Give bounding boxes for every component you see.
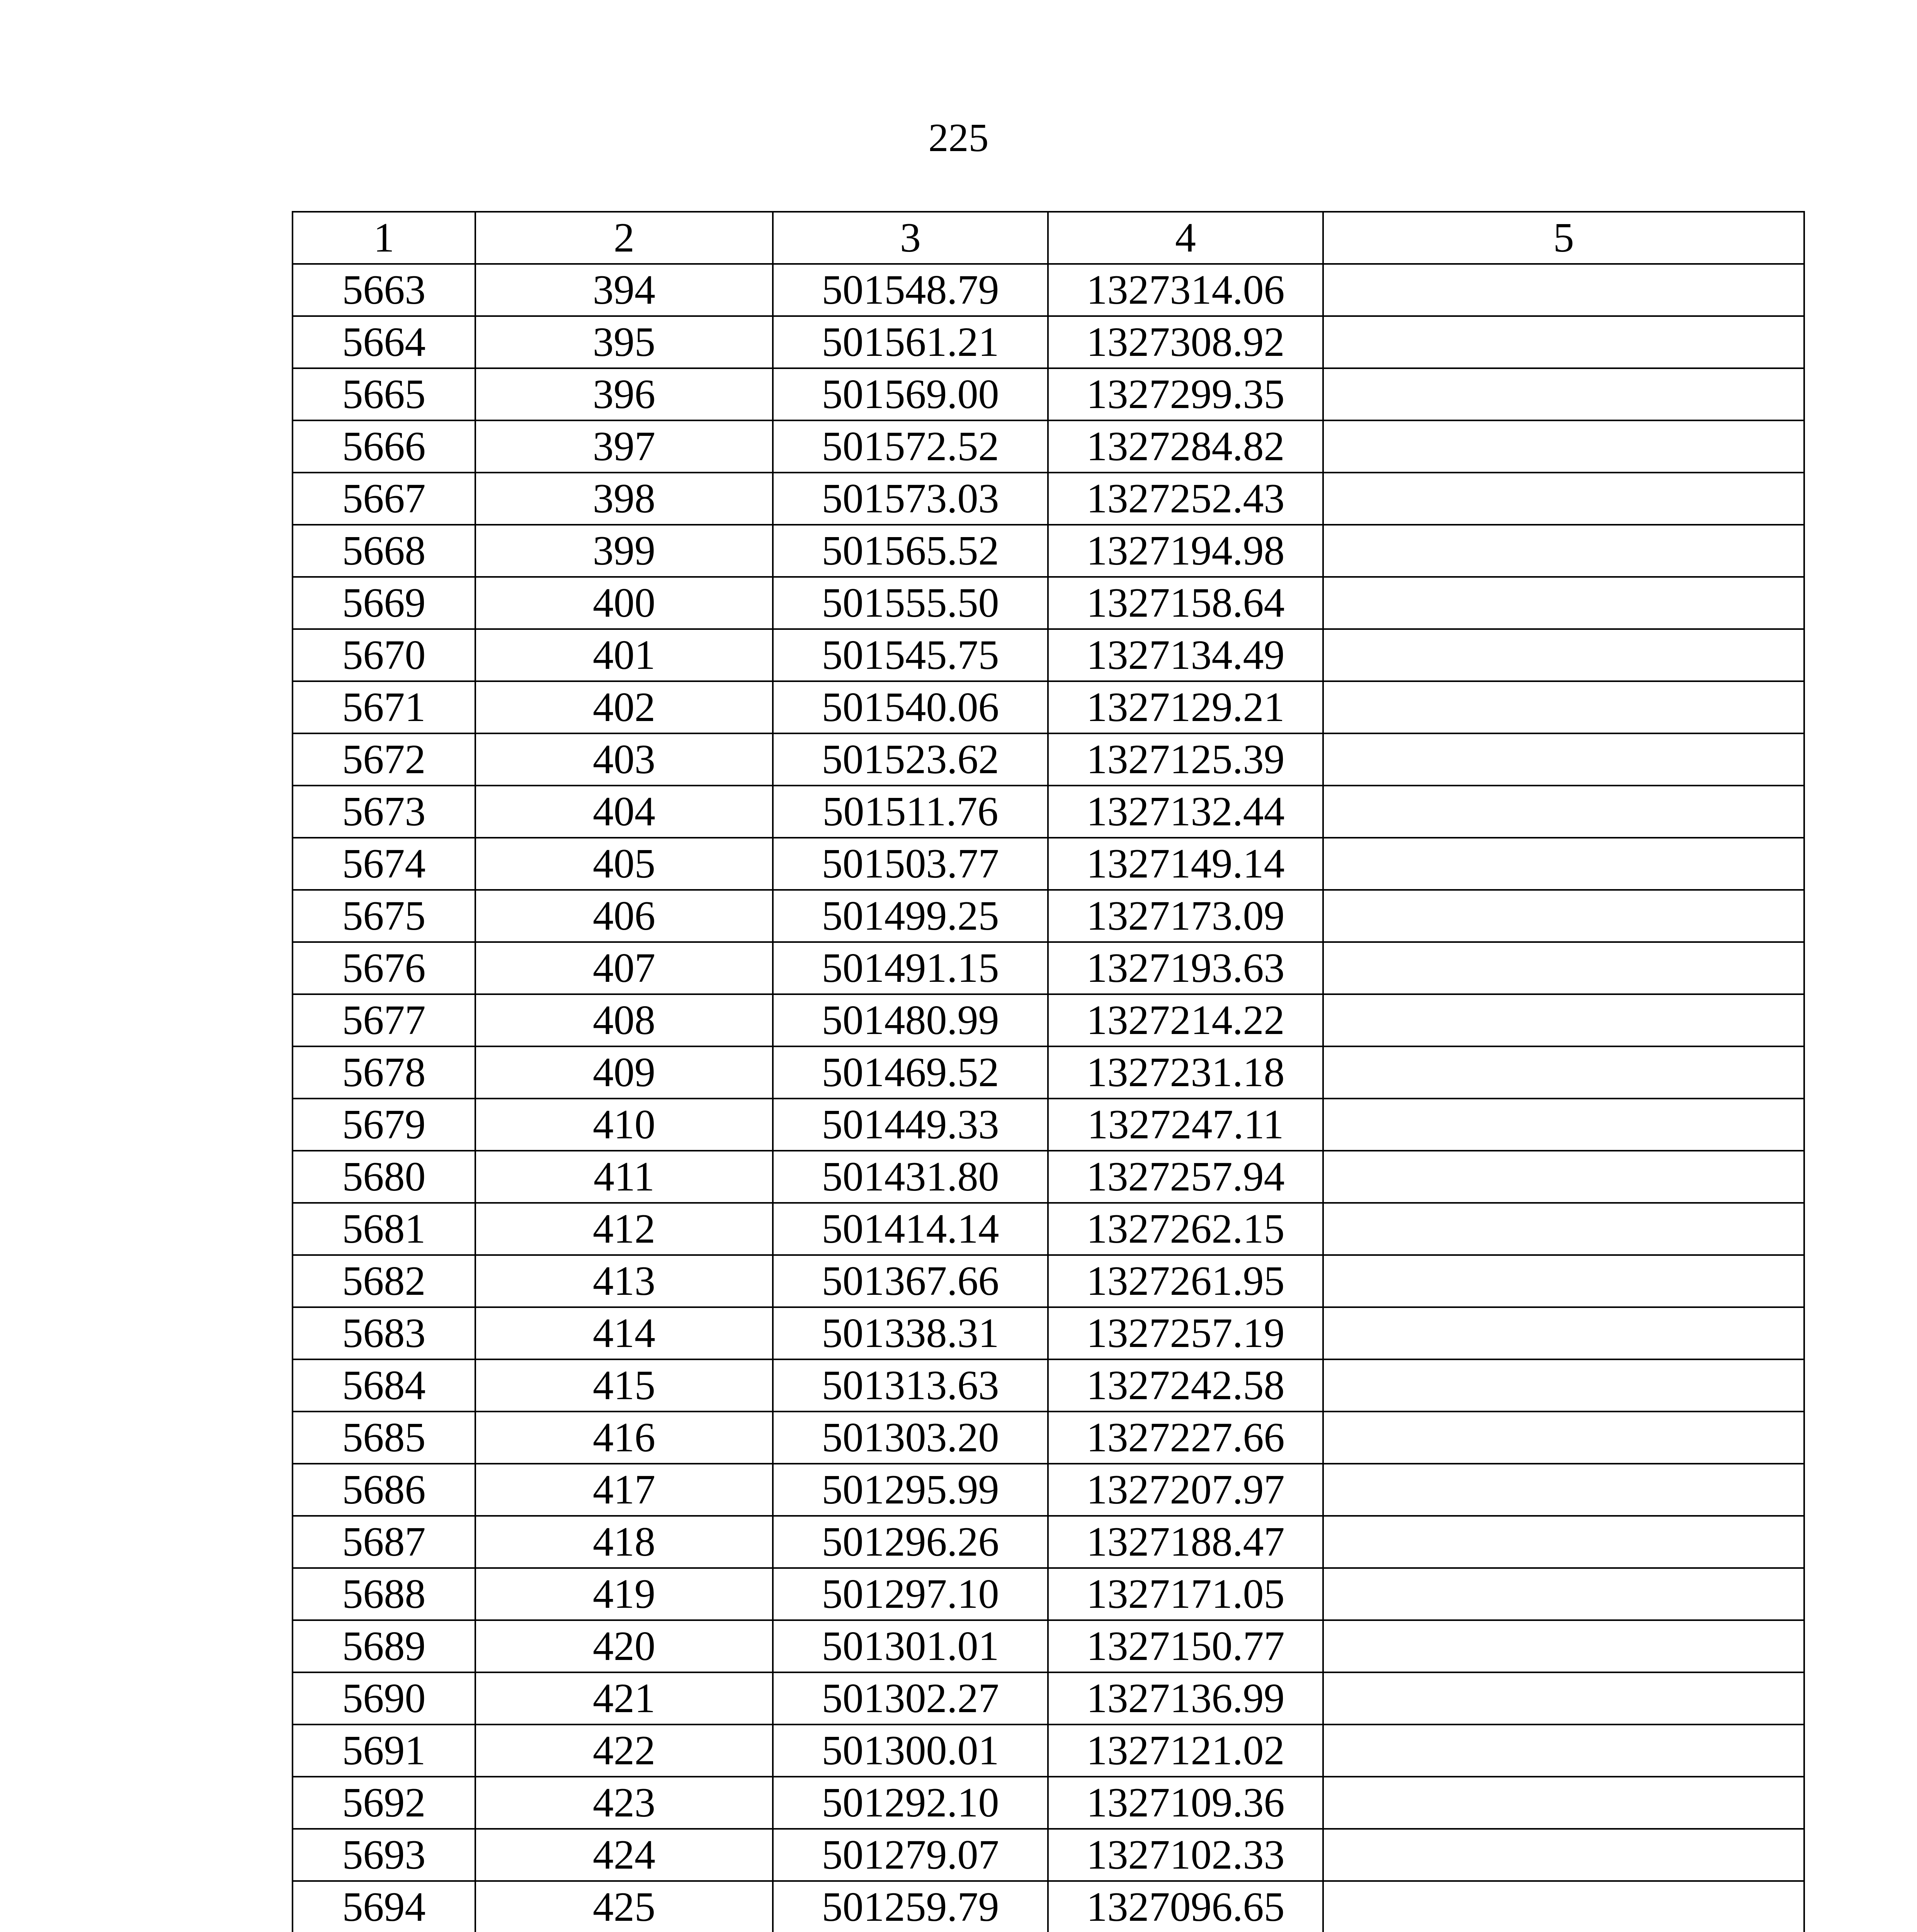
- table-cell-col-2: 415: [475, 1359, 773, 1412]
- table-cell-col-5: [1323, 368, 1804, 420]
- column-header-2: 2: [475, 212, 773, 264]
- table-cell-col-1: 5693: [293, 1829, 475, 1881]
- table-cell-col-5: [1323, 994, 1804, 1046]
- table-cell-col-2: 412: [475, 1203, 773, 1255]
- table-row: [293, 629, 1804, 681]
- table-cell-col-4: 1327121.02: [1048, 1725, 1323, 1777]
- table-cell-col-2: 424: [475, 1829, 773, 1881]
- table-cell-col-2: 425: [475, 1881, 773, 1932]
- table-cell-col-3: 501431.80: [773, 1151, 1048, 1203]
- table-cell-col-1: 5673: [293, 786, 475, 838]
- table-cell-col-4: 1327149.14: [1048, 838, 1323, 890]
- table-cell-col-1: 5676: [293, 942, 475, 994]
- table-cell-col-2: 422: [475, 1725, 773, 1777]
- table-cell-col-1: 5685: [293, 1412, 475, 1464]
- table-row: [293, 1046, 1804, 1099]
- table-cell-col-3: 501480.99: [773, 994, 1048, 1046]
- table-cell-col-1: 5684: [293, 1359, 475, 1412]
- table-cell-col-3: 501449.33: [773, 1099, 1048, 1151]
- table-row: [293, 1672, 1804, 1725]
- table-cell-col-2: 405: [475, 838, 773, 890]
- table-row: [293, 942, 1804, 994]
- table-row: [293, 577, 1804, 629]
- table-cell-col-2: 396: [475, 368, 773, 420]
- table-row: [293, 525, 1804, 577]
- table-cell-col-4: 1327132.44: [1048, 786, 1323, 838]
- table-cell-col-1: 5678: [293, 1046, 475, 1099]
- table-cell-col-3: 501572.52: [773, 420, 1048, 473]
- table-cell-col-1: 5665: [293, 368, 475, 420]
- table-cell-col-4: 1327257.94: [1048, 1151, 1323, 1203]
- table-cell-col-2: 406: [475, 890, 773, 942]
- table-cell-col-1: 5687: [293, 1516, 475, 1568]
- table-cell-col-5: [1323, 1516, 1804, 1568]
- table-cell-col-3: 501338.31: [773, 1307, 1048, 1359]
- table-cell-col-1: 5690: [293, 1672, 475, 1725]
- table-row: [293, 1829, 1804, 1881]
- table-cell-col-2: 403: [475, 733, 773, 786]
- table-cell-col-5: [1323, 942, 1804, 994]
- table-cell-col-1: 5692: [293, 1777, 475, 1829]
- table-cell-col-1: 5668: [293, 525, 475, 577]
- table-row: [293, 368, 1804, 420]
- table-cell-col-5: [1323, 420, 1804, 473]
- table-row: [293, 838, 1804, 890]
- table-cell-col-3: 501279.07: [773, 1829, 1048, 1881]
- table-cell-col-4: 1327150.77: [1048, 1620, 1323, 1672]
- table-row: [293, 1568, 1804, 1620]
- table-cell-col-4: 1327125.39: [1048, 733, 1323, 786]
- column-header-3: 3: [773, 212, 1048, 264]
- table-cell-col-4: 1327299.35: [1048, 368, 1323, 420]
- table-cell-col-3: 501555.50: [773, 577, 1048, 629]
- table-cell-col-3: 501297.10: [773, 1568, 1048, 1620]
- table-cell-col-2: 421: [475, 1672, 773, 1725]
- table-cell-col-3: 501414.14: [773, 1203, 1048, 1255]
- table-cell-col-5: [1323, 1412, 1804, 1464]
- column-header-4: 4: [1048, 212, 1323, 264]
- table-cell-col-5: [1323, 1046, 1804, 1099]
- table-cell-col-5: [1323, 681, 1804, 733]
- table-cell-col-4: 1327257.19: [1048, 1307, 1323, 1359]
- table-cell-col-5: [1323, 786, 1804, 838]
- table-cell-col-5: [1323, 838, 1804, 890]
- table-cell-col-4: 1327261.95: [1048, 1255, 1323, 1307]
- table-cell-col-1: 5663: [293, 264, 475, 316]
- table-cell-col-2: 395: [475, 316, 773, 368]
- table-row: [293, 1359, 1804, 1412]
- table-cell-col-1: 5680: [293, 1151, 475, 1203]
- table-cell-col-2: 419: [475, 1568, 773, 1620]
- table-row: [293, 1412, 1804, 1464]
- table-row: [293, 264, 1804, 316]
- table-cell-col-5: [1323, 629, 1804, 681]
- table-cell-col-1: 5691: [293, 1725, 475, 1777]
- table-cell-col-4: 1327314.06: [1048, 264, 1323, 316]
- table-cell-col-5: [1323, 1672, 1804, 1725]
- table-cell-col-3: 501300.01: [773, 1725, 1048, 1777]
- table-cell-col-3: 501313.63: [773, 1359, 1048, 1412]
- table-cell-col-4: 1327252.43: [1048, 473, 1323, 525]
- table-cell-col-2: 418: [475, 1516, 773, 1568]
- table-row: [293, 994, 1804, 1046]
- table-cell-col-4: 1327214.22: [1048, 994, 1323, 1046]
- table-row: [293, 316, 1804, 368]
- table-row: [293, 1620, 1804, 1672]
- table-cell-col-5: [1323, 1151, 1804, 1203]
- table-cell-col-5: [1323, 473, 1804, 525]
- table-cell-col-1: 5681: [293, 1203, 475, 1255]
- table-cell-col-3: 501301.01: [773, 1620, 1048, 1672]
- table-cell-col-4: 1327227.66: [1048, 1412, 1323, 1464]
- table-row: [293, 1099, 1804, 1151]
- table-cell-col-2: 394: [475, 264, 773, 316]
- table-cell-col-1: 5688: [293, 1568, 475, 1620]
- table-cell-col-4: 1327247.11: [1048, 1099, 1323, 1151]
- table-row: [293, 1307, 1804, 1359]
- table-cell-col-2: 407: [475, 942, 773, 994]
- table-row: [293, 1151, 1804, 1203]
- table-cell-col-4: 1327194.98: [1048, 525, 1323, 577]
- table-cell-col-2: 400: [475, 577, 773, 629]
- table-cell-col-5: [1323, 1777, 1804, 1829]
- table-cell-col-4: 1327096.65: [1048, 1881, 1323, 1932]
- table-cell-col-2: 399: [475, 525, 773, 577]
- table-cell-col-5: [1323, 1620, 1804, 1672]
- table-cell-col-5: [1323, 1307, 1804, 1359]
- table-cell-col-3: 501511.76: [773, 786, 1048, 838]
- table-cell-col-5: [1323, 1255, 1804, 1307]
- table-row: [293, 420, 1804, 473]
- table-cell-col-1: 5671: [293, 681, 475, 733]
- table-cell-col-5: [1323, 1829, 1804, 1881]
- table-cell-col-5: [1323, 1359, 1804, 1412]
- table-cell-col-3: 501292.10: [773, 1777, 1048, 1829]
- table-cell-col-3: 501303.20: [773, 1412, 1048, 1464]
- table-row: [293, 1464, 1804, 1516]
- table-cell-col-2: 409: [475, 1046, 773, 1099]
- table-cell-col-1: 5683: [293, 1307, 475, 1359]
- table-cell-col-2: 402: [475, 681, 773, 733]
- table-cell-col-2: 416: [475, 1412, 773, 1464]
- table-cell-col-3: 501295.99: [773, 1464, 1048, 1516]
- table-cell-col-4: 1327171.05: [1048, 1568, 1323, 1620]
- table-cell-col-2: 410: [475, 1099, 773, 1151]
- table-cell-col-1: 5669: [293, 577, 475, 629]
- column-header-1: 1: [293, 212, 475, 264]
- table-cell-col-1: 5667: [293, 473, 475, 525]
- table-cell-col-5: [1323, 316, 1804, 368]
- table-body: [293, 212, 1804, 1932]
- table-cell-col-5: [1323, 1099, 1804, 1151]
- column-header-5: 5: [1323, 212, 1804, 264]
- table-cell-col-5: [1323, 1203, 1804, 1255]
- table-row: [293, 1516, 1804, 1568]
- table-cell-col-4: 1327284.82: [1048, 420, 1323, 473]
- table-cell-col-1: 5670: [293, 629, 475, 681]
- table-cell-col-4: 1327158.64: [1048, 577, 1323, 629]
- table-cell-col-4: 1327242.58: [1048, 1359, 1323, 1412]
- table-cell-col-2: 397: [475, 420, 773, 473]
- table-row: [293, 1255, 1804, 1307]
- table-cell-col-1: 5682: [293, 1255, 475, 1307]
- table-row: [293, 1203, 1804, 1255]
- table-cell-col-3: 501540.06: [773, 681, 1048, 733]
- table-cell-col-3: 501259.79: [773, 1881, 1048, 1932]
- table-cell-col-5: [1323, 1881, 1804, 1932]
- table-cell-col-3: 501503.77: [773, 838, 1048, 890]
- table-cell-col-5: [1323, 264, 1804, 316]
- table-cell-col-4: 1327134.49: [1048, 629, 1323, 681]
- table-cell-col-1: 5672: [293, 733, 475, 786]
- table-cell-col-3: 501367.66: [773, 1255, 1048, 1307]
- table-row: [293, 786, 1804, 838]
- table-cell-col-4: 1327231.18: [1048, 1046, 1323, 1099]
- table-row: [293, 890, 1804, 942]
- table-cell-col-2: 417: [475, 1464, 773, 1516]
- table-cell-col-3: 501545.75: [773, 629, 1048, 681]
- table-cell-col-2: 408: [475, 994, 773, 1046]
- table-cell-col-4: 1327193.63: [1048, 942, 1323, 994]
- table-cell-col-3: 501573.03: [773, 473, 1048, 525]
- table-cell-col-1: 5689: [293, 1620, 475, 1672]
- table-cell-col-3: 501569.00: [773, 368, 1048, 420]
- table-cell-col-4: 1327207.97: [1048, 1464, 1323, 1516]
- table-cell-col-4: 1327109.36: [1048, 1777, 1323, 1829]
- table-cell-col-2: 404: [475, 786, 773, 838]
- table-cell-col-3: 501469.52: [773, 1046, 1048, 1099]
- table-cell-col-2: 411: [475, 1151, 773, 1203]
- table-row: [293, 1725, 1804, 1777]
- table-row: [293, 1881, 1804, 1932]
- coordinates-table: [292, 211, 1805, 1932]
- table-cell-col-3: 501302.27: [773, 1672, 1048, 1725]
- table-cell-col-2: 401: [475, 629, 773, 681]
- table-cell-col-4: 1327262.15: [1048, 1203, 1323, 1255]
- table-cell-col-1: 5694: [293, 1881, 475, 1932]
- table-cell-col-2: 398: [475, 473, 773, 525]
- table-row: [293, 681, 1804, 733]
- table-cell-col-5: [1323, 525, 1804, 577]
- table-header-row: [293, 212, 1804, 264]
- table-cell-col-3: 501565.52: [773, 525, 1048, 577]
- table-cell-col-1: 5675: [293, 890, 475, 942]
- table-cell-col-1: 5679: [293, 1099, 475, 1151]
- table-cell-col-3: 501499.25: [773, 890, 1048, 942]
- table-cell-col-5: [1323, 733, 1804, 786]
- table-cell-col-4: 1327173.09: [1048, 890, 1323, 942]
- table-cell-col-2: 420: [475, 1620, 773, 1672]
- table-cell-col-4: 1327136.99: [1048, 1672, 1323, 1725]
- table-cell-col-4: 1327102.33: [1048, 1829, 1323, 1881]
- table-cell-col-5: [1323, 577, 1804, 629]
- table-row: [293, 733, 1804, 786]
- table-cell-col-1: 5666: [293, 420, 475, 473]
- page-number: 225: [928, 116, 989, 160]
- table-cell-col-3: 501491.15: [773, 942, 1048, 994]
- table-cell-col-1: 5664: [293, 316, 475, 368]
- table-cell-col-1: 5686: [293, 1464, 475, 1516]
- table-cell-col-3: 501296.26: [773, 1516, 1048, 1568]
- table-cell-col-2: 423: [475, 1777, 773, 1829]
- table-cell-col-1: 5677: [293, 994, 475, 1046]
- table-cell-col-5: [1323, 1464, 1804, 1516]
- table-cell-col-5: [1323, 1568, 1804, 1620]
- table-cell-col-5: [1323, 890, 1804, 942]
- table-cell-col-2: 413: [475, 1255, 773, 1307]
- table-cell-col-2: 414: [475, 1307, 773, 1359]
- table-cell-col-4: 1327308.92: [1048, 316, 1323, 368]
- table-row: [293, 473, 1804, 525]
- table-cell-col-3: 501523.62: [773, 733, 1048, 786]
- table-cell-col-3: 501548.79: [773, 264, 1048, 316]
- table-cell-col-1: 5674: [293, 838, 475, 890]
- table-row: [293, 1777, 1804, 1829]
- table-cell-col-4: 1327129.21: [1048, 681, 1323, 733]
- table-cell-col-5: [1323, 1725, 1804, 1777]
- table-cell-col-4: 1327188.47: [1048, 1516, 1323, 1568]
- table-cell-col-3: 501561.21: [773, 316, 1048, 368]
